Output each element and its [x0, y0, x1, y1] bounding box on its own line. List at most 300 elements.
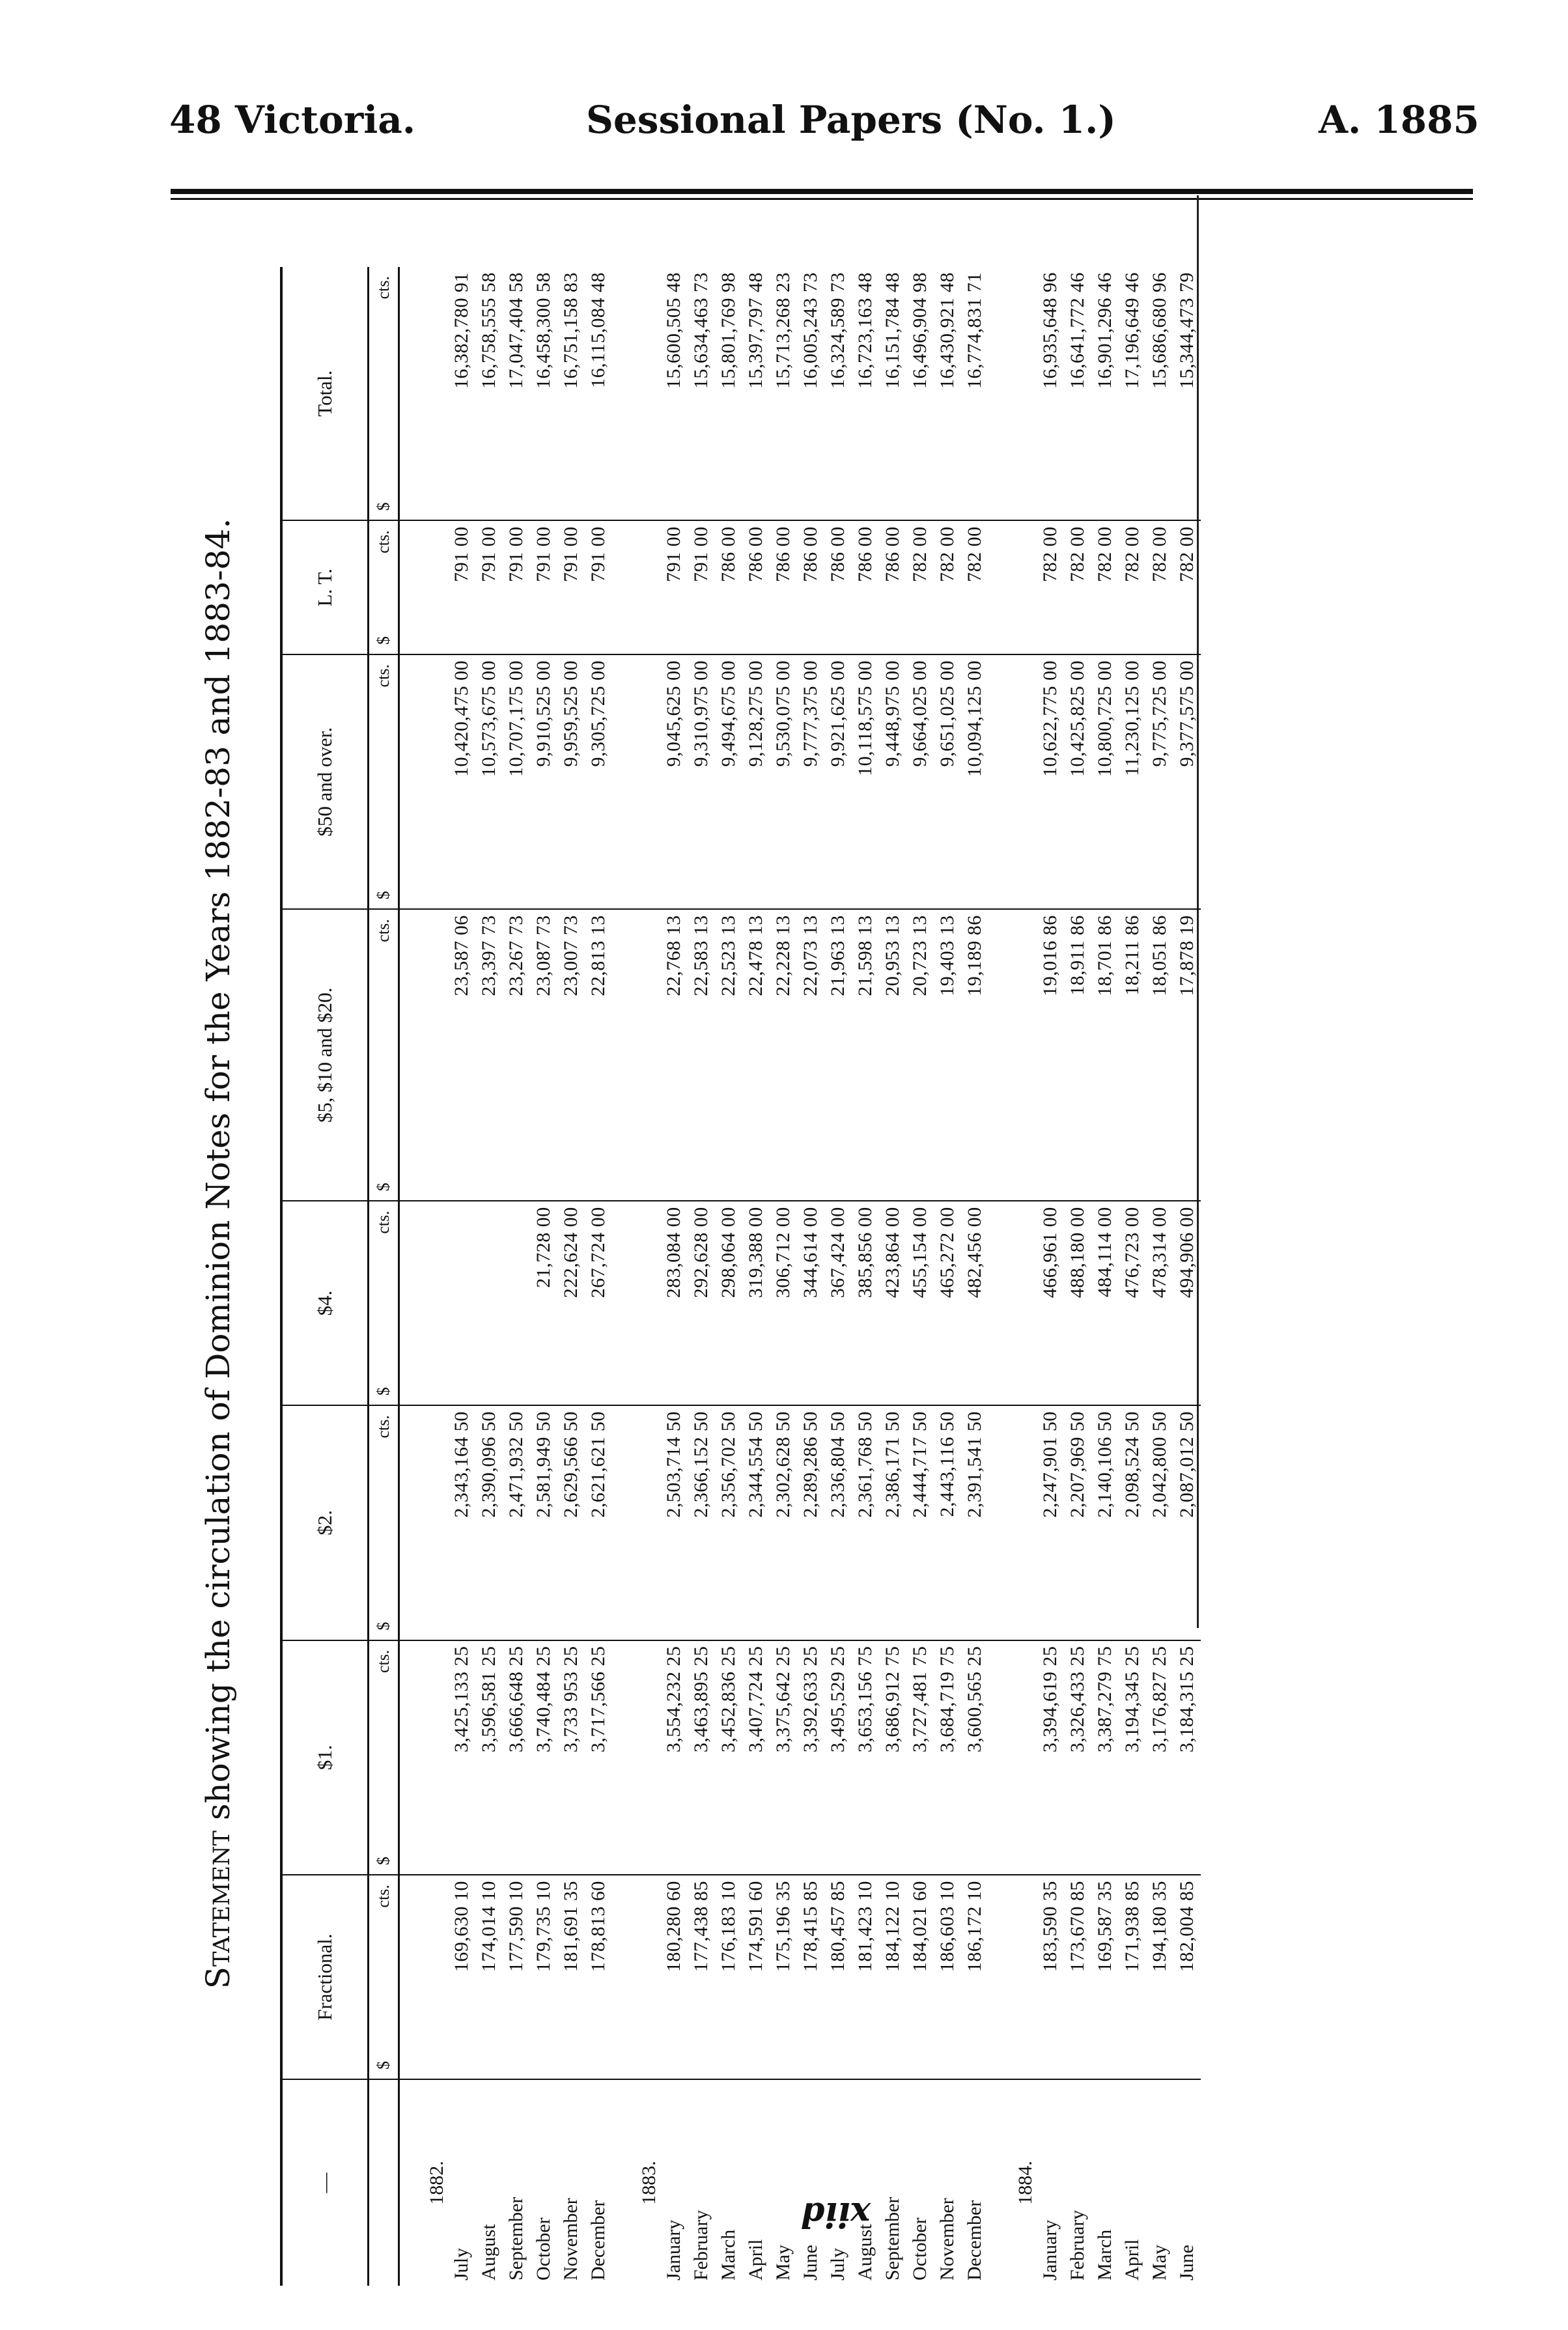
table-row — [1173, 267, 1201, 2286]
amount-cell: 16,901,296 46 — [1091, 267, 1119, 520]
amount-cell: 16,324,589 73 — [824, 267, 852, 520]
amount-cell: 2,361,768 50 — [852, 1405, 879, 1640]
cents-unit: cts. — [374, 919, 393, 942]
amount-cell: 184,122 10 — [879, 1875, 906, 2079]
year-spacer — [988, 1640, 1037, 1875]
month-label: December — [587, 2200, 609, 2281]
amount-cell: 186,603 10 — [934, 1875, 961, 2079]
amount-cell: 292,628 00 — [688, 1201, 715, 1405]
amount-cell: 2,336,804 50 — [824, 1405, 852, 1640]
amount-cell: 19,189 86 — [961, 909, 988, 1201]
amount-cell: 22,073 13 — [797, 909, 824, 1201]
table-row — [852, 267, 879, 2286]
table-row — [715, 267, 742, 2286]
amount-cell: 3,600,565 25 — [961, 1640, 988, 1875]
amount-cell: 9,128,275 00 — [742, 654, 770, 909]
amount-cell: 2,366,152 50 — [688, 1405, 715, 1640]
header-rule-thick — [171, 189, 1473, 194]
amount-cell: 194,180 35 — [1146, 1875, 1173, 2079]
amount-cell: 10,707,175 00 — [503, 654, 530, 909]
month-label: March — [1094, 2229, 1115, 2281]
year-spacer — [612, 1405, 660, 1640]
month-label: November — [560, 2198, 581, 2281]
amount-cell: 177,590 10 — [503, 1875, 530, 2079]
year-spacer — [399, 1201, 449, 1405]
amount-cell: 15,801,769 98 — [715, 267, 742, 520]
month-label: August — [854, 2224, 876, 2281]
amount-cell: 791 00 — [530, 520, 557, 654]
table-row — [688, 267, 715, 2286]
amount-cell: 169,630 10 — [448, 1875, 475, 2079]
amount-cell: 3,176,827 25 — [1146, 1640, 1173, 1875]
amount-cell: 181,691 35 — [557, 1875, 585, 2079]
month-label: February — [690, 2210, 712, 2281]
amount-cell: 455,154 00 — [906, 1201, 934, 1405]
amount-cell: 16,758,555 58 — [475, 267, 503, 520]
amount-cell: 786 00 — [852, 520, 879, 654]
year-label: 1883. — [638, 2161, 660, 2205]
amount-cell: 18,051 86 — [1146, 909, 1173, 1201]
amount-cell: 2,247,901 50 — [1037, 1405, 1064, 1640]
table-row — [1091, 267, 1119, 2286]
year-spacer — [612, 1875, 660, 2079]
amount-cell: 9,777,375 00 — [797, 654, 824, 909]
table-row — [797, 267, 824, 2286]
year-spacer — [612, 909, 660, 1201]
amount-cell: 791 00 — [688, 520, 715, 654]
amount-cell: 16,151,784 48 — [879, 267, 906, 520]
amount-cell: 9,448,975 00 — [879, 654, 906, 909]
table-row — [660, 267, 688, 2286]
year-spacer — [399, 1405, 449, 1640]
cents-unit: cts. — [374, 530, 393, 554]
amount-cell: 21,963 13 — [824, 909, 852, 1201]
amount-cell: 16,115,084 48 — [585, 267, 612, 520]
year-spacer — [988, 267, 1037, 520]
amount-cell: 3,686,912 75 — [879, 1640, 906, 1875]
amount-cell: 22,228 13 — [770, 909, 797, 1201]
amount-cell: 9,530,075 00 — [770, 654, 797, 909]
month-label: February — [1067, 2210, 1088, 2281]
header-session: 48 Victoria. — [169, 98, 416, 142]
amount-cell: 21,728 00 — [530, 1201, 557, 1405]
amount-cell: 9,045,625 00 — [660, 654, 688, 909]
amount-cell: 181,423 10 — [852, 1875, 879, 2079]
unit-cell — [369, 520, 399, 654]
amount-cell: 484,114 00 — [1091, 1201, 1119, 1405]
amount-cell: 16,723,163 48 — [852, 267, 879, 520]
year-spacer — [612, 1201, 660, 1405]
amount-cell: 306,712 00 — [770, 1201, 797, 1405]
amount-cell: 786 00 — [715, 520, 742, 654]
amount-cell: 15,344,473 79 — [1173, 267, 1201, 520]
amount-cell: 10,622,775 00 — [1037, 654, 1064, 909]
table-row — [934, 267, 961, 2286]
column-header: — — [281, 2079, 369, 2286]
amount-cell: 22,813 13 — [585, 909, 612, 1201]
amount-cell: 22,523 13 — [715, 909, 742, 1201]
amount-cell: 2,621,621 50 — [585, 1405, 612, 1640]
amount-cell: 10,573,675 00 — [475, 654, 503, 909]
dollar-unit: $ — [374, 636, 393, 645]
column-header-row — [281, 267, 369, 2286]
column-header: $1. — [281, 1640, 369, 1875]
month-label: July — [827, 2247, 848, 2281]
amount-cell: 23,267 73 — [503, 909, 530, 1201]
amount-cell: 9,664,025 00 — [906, 654, 934, 909]
table-row — [1037, 267, 1064, 2286]
amount-cell: 16,935,648 96 — [1037, 267, 1064, 520]
amount-cell: 482,456 00 — [961, 1201, 988, 1405]
amount-cell: 791 00 — [475, 520, 503, 654]
amount-cell: 786 00 — [742, 520, 770, 654]
table-row — [961, 267, 988, 2286]
amount-cell: 782 00 — [1064, 520, 1091, 654]
amount-cell: 786 00 — [824, 520, 852, 654]
amount-cell: 3,194,345 25 — [1119, 1640, 1146, 1875]
amount-cell: 2,443,116 50 — [934, 1405, 961, 1640]
table-row — [475, 267, 503, 2286]
amount-cell: 3,463,895 25 — [688, 1640, 715, 1875]
amount-cell: 23,007 73 — [557, 909, 585, 1201]
amount-cell: 465,272 00 — [934, 1201, 961, 1405]
amount-cell: 791 00 — [585, 520, 612, 654]
page-header — [0, 98, 1568, 169]
dollar-unit: $ — [374, 891, 393, 900]
year-spacer — [988, 654, 1037, 909]
amount-cell: 2,343,164 50 — [448, 1405, 475, 1640]
amount-cell: 19,403 13 — [934, 909, 961, 1201]
year-spacer — [399, 267, 449, 520]
amount-cell: 488,180 00 — [1064, 1201, 1091, 1405]
amount-cell: 22,478 13 — [742, 909, 770, 1201]
year-spacer — [612, 654, 660, 909]
amount-cell: 2,042,800 50 — [1146, 1405, 1173, 1640]
dollar-unit: $ — [374, 2061, 393, 2070]
rotated-statement-area — [169, 195, 1211, 2312]
amount-cell: 3,666,648 25 — [503, 1640, 530, 1875]
year-row — [612, 267, 660, 2286]
statement-title — [169, 195, 267, 2312]
amount-cell: 186,172 10 — [961, 1875, 988, 2079]
amount-cell: 385,856 00 — [852, 1201, 879, 1405]
amount-cell: 18,911 86 — [1064, 909, 1091, 1201]
unit-cell — [369, 1201, 399, 1405]
table-row — [1119, 267, 1146, 2286]
amount-cell: 23,087 73 — [530, 909, 557, 1201]
year-spacer — [988, 1201, 1037, 1405]
month-label: April — [745, 2239, 766, 2281]
amount-cell: 9,310,975 00 — [688, 654, 715, 909]
amount-cell: 791 00 — [503, 520, 530, 654]
amount-cell: 9,377,575 00 — [1173, 654, 1201, 909]
amount-cell: 9,775,725 00 — [1146, 654, 1173, 909]
amount-cell: 174,591 60 — [742, 1875, 770, 2079]
amount-cell: 15,686,680 96 — [1146, 267, 1173, 520]
year-row — [988, 267, 1037, 2286]
amount-cell: 3,596,581 25 — [475, 1640, 503, 1875]
amount-cell: 10,118,575 00 — [852, 654, 879, 909]
unit-cell — [369, 267, 399, 520]
year-spacer — [612, 520, 660, 654]
amount-cell: 2,444,717 50 — [906, 1405, 934, 1640]
amount-cell: 169,587 35 — [1091, 1875, 1119, 2079]
year-spacer — [612, 267, 660, 520]
month-label: January — [663, 2219, 684, 2281]
month-label: October — [909, 2217, 931, 2281]
amount-cell: 791 00 — [660, 520, 688, 654]
amount-cell: 9,651,025 00 — [934, 654, 961, 909]
amount-cell: 22,583 13 — [688, 909, 715, 1201]
amount-cell: 16,641,772 46 — [1064, 267, 1091, 520]
year-spacer — [399, 520, 449, 654]
table-row — [585, 267, 612, 2286]
amount-cell: 466,961 00 — [1037, 1201, 1064, 1405]
amount-cell: 3,727,481 75 — [906, 1640, 934, 1875]
amount-cell: 476,723 00 — [1119, 1201, 1146, 1405]
amount-cell: 782 00 — [1037, 520, 1064, 654]
table-row — [530, 267, 557, 2286]
month-label: April — [1121, 2239, 1143, 2281]
year-spacer — [612, 1640, 660, 1875]
cents-unit: cts. — [374, 1885, 393, 1908]
table-row — [448, 267, 475, 2286]
month-label: December — [964, 2200, 985, 2281]
amount-cell: 782 00 — [961, 520, 988, 654]
amount-cell: 9,910,525 00 — [530, 654, 557, 909]
column-header: $50 and over. — [281, 654, 369, 909]
month-label: September — [505, 2197, 527, 2281]
amount-cell: 3,495,529 25 — [824, 1640, 852, 1875]
amount-cell: 23,587 06 — [448, 909, 475, 1201]
table-row — [742, 267, 770, 2286]
amount-cell: 782 00 — [934, 520, 961, 654]
amount-cell: 478,314 00 — [1146, 1201, 1173, 1405]
amount-cell: 3,375,642 25 — [770, 1640, 797, 1875]
amount-cell: 179,735 10 — [530, 1875, 557, 2079]
amount-cell: 16,458,300 58 — [530, 267, 557, 520]
cents-unit: cts. — [374, 1649, 393, 1674]
year-spacer — [399, 909, 449, 1201]
amount-cell: 2,356,702 50 — [715, 1405, 742, 1640]
cents-unit: cts. — [374, 664, 393, 688]
amount-cell: 19,016 86 — [1037, 909, 1064, 1201]
amount-cell: 344,614 00 — [797, 1201, 824, 1405]
amount-cell: 23,397 73 — [475, 909, 503, 1201]
amount-cell: 21,598 13 — [852, 909, 879, 1201]
amount-cell: 9,959,525 00 — [557, 654, 585, 909]
amount-cell: 9,921,625 00 — [824, 654, 852, 909]
amount-cell: 3,452,836 25 — [715, 1640, 742, 1875]
month-label: July — [451, 2247, 472, 2281]
amount-cell: 16,496,904 98 — [906, 267, 934, 520]
amount-cell: 423,864 00 — [879, 1201, 906, 1405]
amount-cell: 174,014 10 — [475, 1875, 503, 2079]
amount-cell: 15,713,268 23 — [770, 267, 797, 520]
amount-cell: 3,326,433 25 — [1064, 1640, 1091, 1875]
amount-cell: 15,397,797 48 — [742, 267, 770, 520]
amount-cell: 10,425,825 00 — [1064, 654, 1091, 909]
amount-cell: 3,554,232 25 — [660, 1640, 688, 1875]
amount-cell: 298,064 00 — [715, 1201, 742, 1405]
amount-cell: 786 00 — [770, 520, 797, 654]
unit-cell — [369, 1875, 399, 2079]
amount-cell: 10,420,475 00 — [448, 654, 475, 909]
amount-cell: 17,196,649 46 — [1119, 267, 1146, 520]
year-row — [399, 267, 449, 2286]
amount-cell: 171,938 85 — [1119, 1875, 1146, 2079]
amount-cell: 3,387,279 75 — [1091, 1640, 1119, 1875]
amount-cell: 494,906 00 — [1173, 1201, 1201, 1405]
amount-cell: 15,634,463 73 — [688, 267, 715, 520]
amount-cell: 16,774,831 71 — [961, 267, 988, 520]
unit-cell — [369, 1640, 399, 1875]
amount-cell: 3,733 953 25 — [557, 1640, 585, 1875]
title-first-word: Statement — [199, 1830, 237, 1989]
table-row — [879, 267, 906, 2286]
month-label: June — [1176, 2245, 1197, 2281]
amount-cell: 2,386,171 50 — [879, 1405, 906, 1640]
unit-cell — [369, 654, 399, 909]
month-label: May — [1149, 2245, 1170, 2281]
amount-cell: 2,302,628 50 — [770, 1405, 797, 1640]
amount-cell: 319,388 00 — [742, 1201, 770, 1405]
amount-cell: 20,723 13 — [906, 909, 934, 1201]
amount-cell: 222,624 00 — [557, 1201, 585, 1405]
amount-cell: 22,768 13 — [660, 909, 688, 1201]
statement-page — [169, 195, 1211, 2312]
dollar-unit: $ — [374, 1387, 393, 1396]
amount-cell: 2,087,012 50 — [1173, 1405, 1201, 1640]
month-label: November — [936, 2198, 958, 2281]
amount-cell: 18,701 86 — [1091, 909, 1119, 1201]
amount-cell: 178,813 60 — [585, 1875, 612, 2079]
amount-cell: 2,390,096 50 — [475, 1405, 503, 1640]
dollar-unit: $ — [374, 1621, 393, 1631]
table-row — [824, 267, 852, 2286]
year-spacer — [988, 909, 1037, 1201]
amount-cell: 173,670 85 — [1064, 1875, 1091, 2079]
amount-cell: 17,047,404 58 — [503, 267, 530, 520]
header-papers: Sessional Papers (No. 1.) — [586, 98, 1116, 142]
amount-cell: 16,751,158 83 — [557, 267, 585, 520]
header-year: A. 1885 — [1319, 98, 1479, 142]
amount-cell: 2,207,969 50 — [1064, 1405, 1091, 1640]
amount-cell: 782 00 — [1146, 520, 1173, 654]
dollar-unit: $ — [374, 1183, 393, 1192]
amount-cell: 10,800,725 00 — [1091, 654, 1119, 909]
year-spacer — [399, 654, 449, 909]
year-spacer — [988, 1405, 1037, 1640]
table-row — [1064, 267, 1091, 2286]
amount-cell: 782 00 — [1173, 520, 1201, 654]
amount-cell: 283,084 00 — [660, 1201, 688, 1405]
amount-cell: 2,471,932 50 — [503, 1405, 530, 1640]
column-header: Total. — [281, 267, 369, 520]
cents-unit: cts. — [374, 1415, 393, 1439]
amount-cell: 791 00 — [448, 520, 475, 654]
dollar-unit: $ — [374, 502, 393, 511]
amount-cell: 367,424 00 — [824, 1201, 852, 1405]
year-label: 1882. — [426, 2161, 447, 2205]
amount-cell: 10,094,125 00 — [961, 654, 988, 909]
amount-cell: 184,021 60 — [906, 1875, 934, 2079]
amount-cell: 3,392,633 25 — [797, 1640, 824, 1875]
amount-cell: 3,184,315 25 — [1173, 1640, 1201, 1875]
unit-header-row — [369, 267, 399, 2286]
amount-cell: 18,211 86 — [1119, 909, 1146, 1201]
amount-cell: 2,581,949 50 — [530, 1405, 557, 1640]
amount-cell: 3,717,566 25 — [585, 1640, 612, 1875]
amount-cell: 2,391,541 50 — [961, 1405, 988, 1640]
amount-cell: 3,740,484 25 — [530, 1640, 557, 1875]
amount-cell: 2,140,106 50 — [1091, 1405, 1119, 1640]
unit-cell — [369, 909, 399, 1201]
amount-cell: 791 00 — [557, 520, 585, 654]
month-label: August — [478, 2224, 499, 2281]
cents-unit: cts. — [374, 1211, 393, 1234]
column-header: $5, $10 and $20. — [281, 909, 369, 1201]
amount-cell: 15,600,505 48 — [660, 267, 688, 520]
page-number: xiid — [801, 2195, 871, 2234]
amount-cell: 17,878 19 — [1173, 909, 1201, 1201]
column-header: $4. — [281, 1201, 369, 1405]
circulation-table — [280, 267, 1201, 2286]
amount-cell: 16,005,243 73 — [797, 267, 824, 520]
year-spacer — [988, 1875, 1037, 2079]
amount-cell: 9,494,675 00 — [715, 654, 742, 909]
column-header: $2. — [281, 1405, 369, 1640]
table-row — [1146, 267, 1173, 2286]
amount-cell: 267,724 00 — [585, 1201, 612, 1405]
month-label: October — [533, 2217, 554, 2281]
table-row — [770, 267, 797, 2286]
amount-cell — [448, 1201, 475, 1405]
year-spacer — [988, 520, 1037, 654]
year-label: 1884. — [1015, 2161, 1036, 2205]
column-header: Fractional. — [281, 1875, 369, 2079]
amount-cell: 176,183 10 — [715, 1875, 742, 2079]
unit-cell — [369, 1405, 399, 1640]
amount-cell: 178,415 85 — [797, 1875, 824, 2079]
amount-cell: 11,230,125 00 — [1119, 654, 1146, 909]
amount-cell: 786 00 — [879, 520, 906, 654]
table-body — [399, 267, 1201, 2286]
amount-cell: 3,407,724 25 — [742, 1640, 770, 1875]
table-row — [557, 267, 585, 2286]
amount-cell: 3,653,156 75 — [852, 1640, 879, 1875]
amount-cell: 782 00 — [1119, 520, 1146, 654]
year-spacer — [399, 1640, 449, 1875]
month-label: May — [772, 2245, 794, 2281]
amount-cell: 3,425,133 25 — [448, 1640, 475, 1875]
month-label: September — [882, 2197, 903, 2281]
amount-cell: 180,280 60 — [660, 1875, 688, 2079]
amount-cell: 9,305,725 00 — [585, 654, 612, 909]
amount-cell: 786 00 — [797, 520, 824, 654]
amount-cell: 3,394,619 25 — [1037, 1640, 1064, 1875]
month-label: March — [718, 2229, 739, 2281]
amount-cell: 3,684,719 75 — [934, 1640, 961, 1875]
amount-cell — [503, 1201, 530, 1405]
month-label: January — [1039, 2219, 1061, 2281]
unit-cell — [369, 2079, 399, 2286]
amount-cell: 782 00 — [906, 520, 934, 654]
amount-cell: 2,289,286 50 — [797, 1405, 824, 1640]
month-label: June — [800, 2245, 821, 2281]
amount-cell: 2,344,554 50 — [742, 1405, 770, 1640]
amount-cell: 16,430,921 48 — [934, 267, 961, 520]
